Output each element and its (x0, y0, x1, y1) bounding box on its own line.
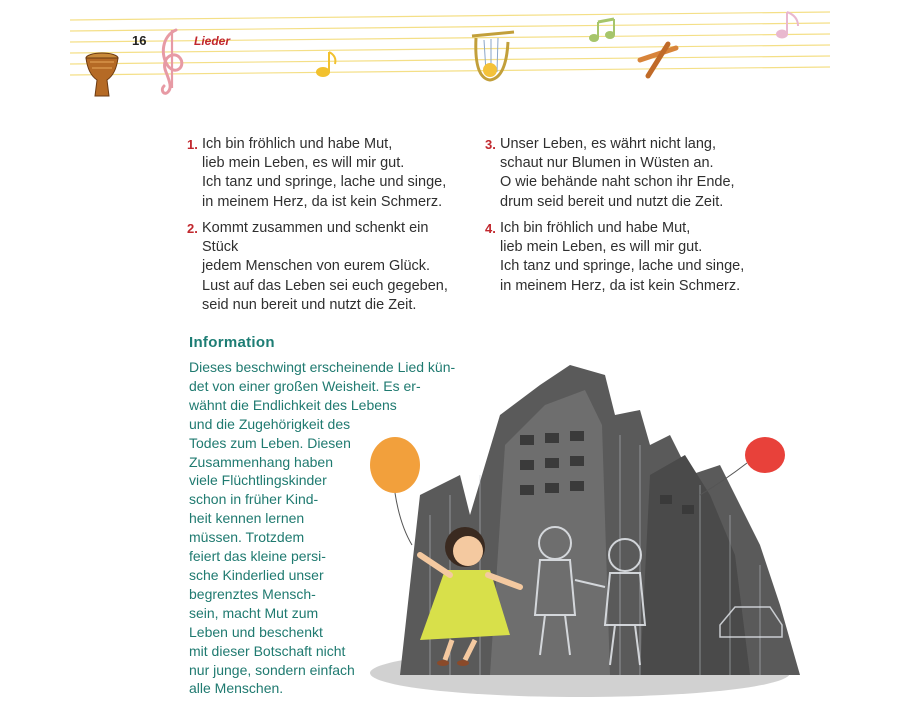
claves-sticks-icon (640, 44, 676, 76)
verse-line: Ich bin fröhlich und habe Mut, (500, 220, 691, 236)
info-line: Zusammenhang haben (189, 453, 333, 470)
info-line: nur junge, sondern einfach (189, 661, 355, 678)
verse-1 (187, 135, 447, 212)
verse-line: Kommt zusammen und schenkt ein (202, 220, 429, 236)
verse-line: Ich bin fröhlich und habe Mut, (202, 136, 393, 152)
info-line: müssen. Trotzdem (189, 529, 305, 546)
verse-line: Ich tanz und springe, lache und singe, (202, 174, 447, 191)
info-line: Todes zum Leben. Diesen (189, 434, 351, 451)
music-note-icon (316, 52, 335, 77)
info-line: wähnt die Endlichkeit des Lebens (189, 396, 397, 413)
section-title: Lieder (194, 34, 231, 48)
information-heading: Information (189, 334, 275, 351)
info-line: sein, macht Mut zum (189, 604, 319, 621)
info-line: Dieses beschwingt erscheinende Lied kün- (189, 359, 456, 375)
info-line: schon in früher Kind- (189, 491, 319, 508)
verse-line: seid nun bereit und nutzt die Zeit. (202, 296, 417, 313)
verse-line: Stück (202, 239, 239, 256)
verse-line: drum seid bereit und nutzt die Zeit. (500, 193, 724, 210)
info-line: mit dieser Botschaft nicht (189, 642, 346, 659)
verse-line: schaut nur Blumen in Wüsten an. (500, 155, 714, 172)
info-line: begrenztes Mensch- (189, 585, 316, 602)
verse-line: lieb mein Leben, es will mir gut. (500, 239, 703, 256)
lyre-icon (472, 32, 514, 80)
info-line: viele Flüchtlingskinder (189, 472, 327, 489)
verse-2 (187, 219, 448, 315)
info-line: det von einer großen Weisheit. Es er- (189, 377, 421, 394)
verse-line: Ich tanz und springe, lache und singe, (500, 258, 745, 275)
verse-line: Lust auf das Leben sei euch gegeben, (202, 277, 448, 294)
verse-number: 3. (485, 137, 496, 152)
treble-clef-icon (162, 30, 181, 93)
verse-line: O wie behände naht schon ihr Ende, (500, 174, 735, 191)
information-text (189, 358, 455, 698)
verse-4 (485, 219, 745, 296)
verse-number: 2. (187, 221, 198, 236)
page-header (0, 0, 897, 110)
verse-line: lieb mein Leben, es will mir gut. (202, 155, 405, 172)
info-line: und die Zugehörigkeit des (189, 415, 351, 432)
verse-number: 1. (187, 137, 198, 152)
info-line: Leben und beschenkt (189, 623, 323, 640)
verse-3 (485, 135, 735, 212)
music-staff-decoration (0, 0, 897, 110)
verse-line: in meinem Herz, da ist kein Schmerz. (202, 193, 443, 210)
verse-line: Unser Leben, es währt nicht lang, (500, 136, 717, 152)
info-line: heit kennen lernen (189, 510, 305, 527)
verse-line: jedem Menschen von eurem Glück. (202, 258, 431, 275)
info-line: feiert das kleine persi- (189, 548, 326, 565)
double-note-icon (589, 19, 615, 42)
info-line: alle Menschen. (189, 680, 284, 697)
info-line: sche Kinderlied unser (189, 566, 324, 583)
verse-line: in meinem Herz, da ist kein Schmerz. (500, 277, 741, 294)
verse-number: 4. (485, 221, 496, 236)
page-number: 16 (132, 33, 147, 48)
